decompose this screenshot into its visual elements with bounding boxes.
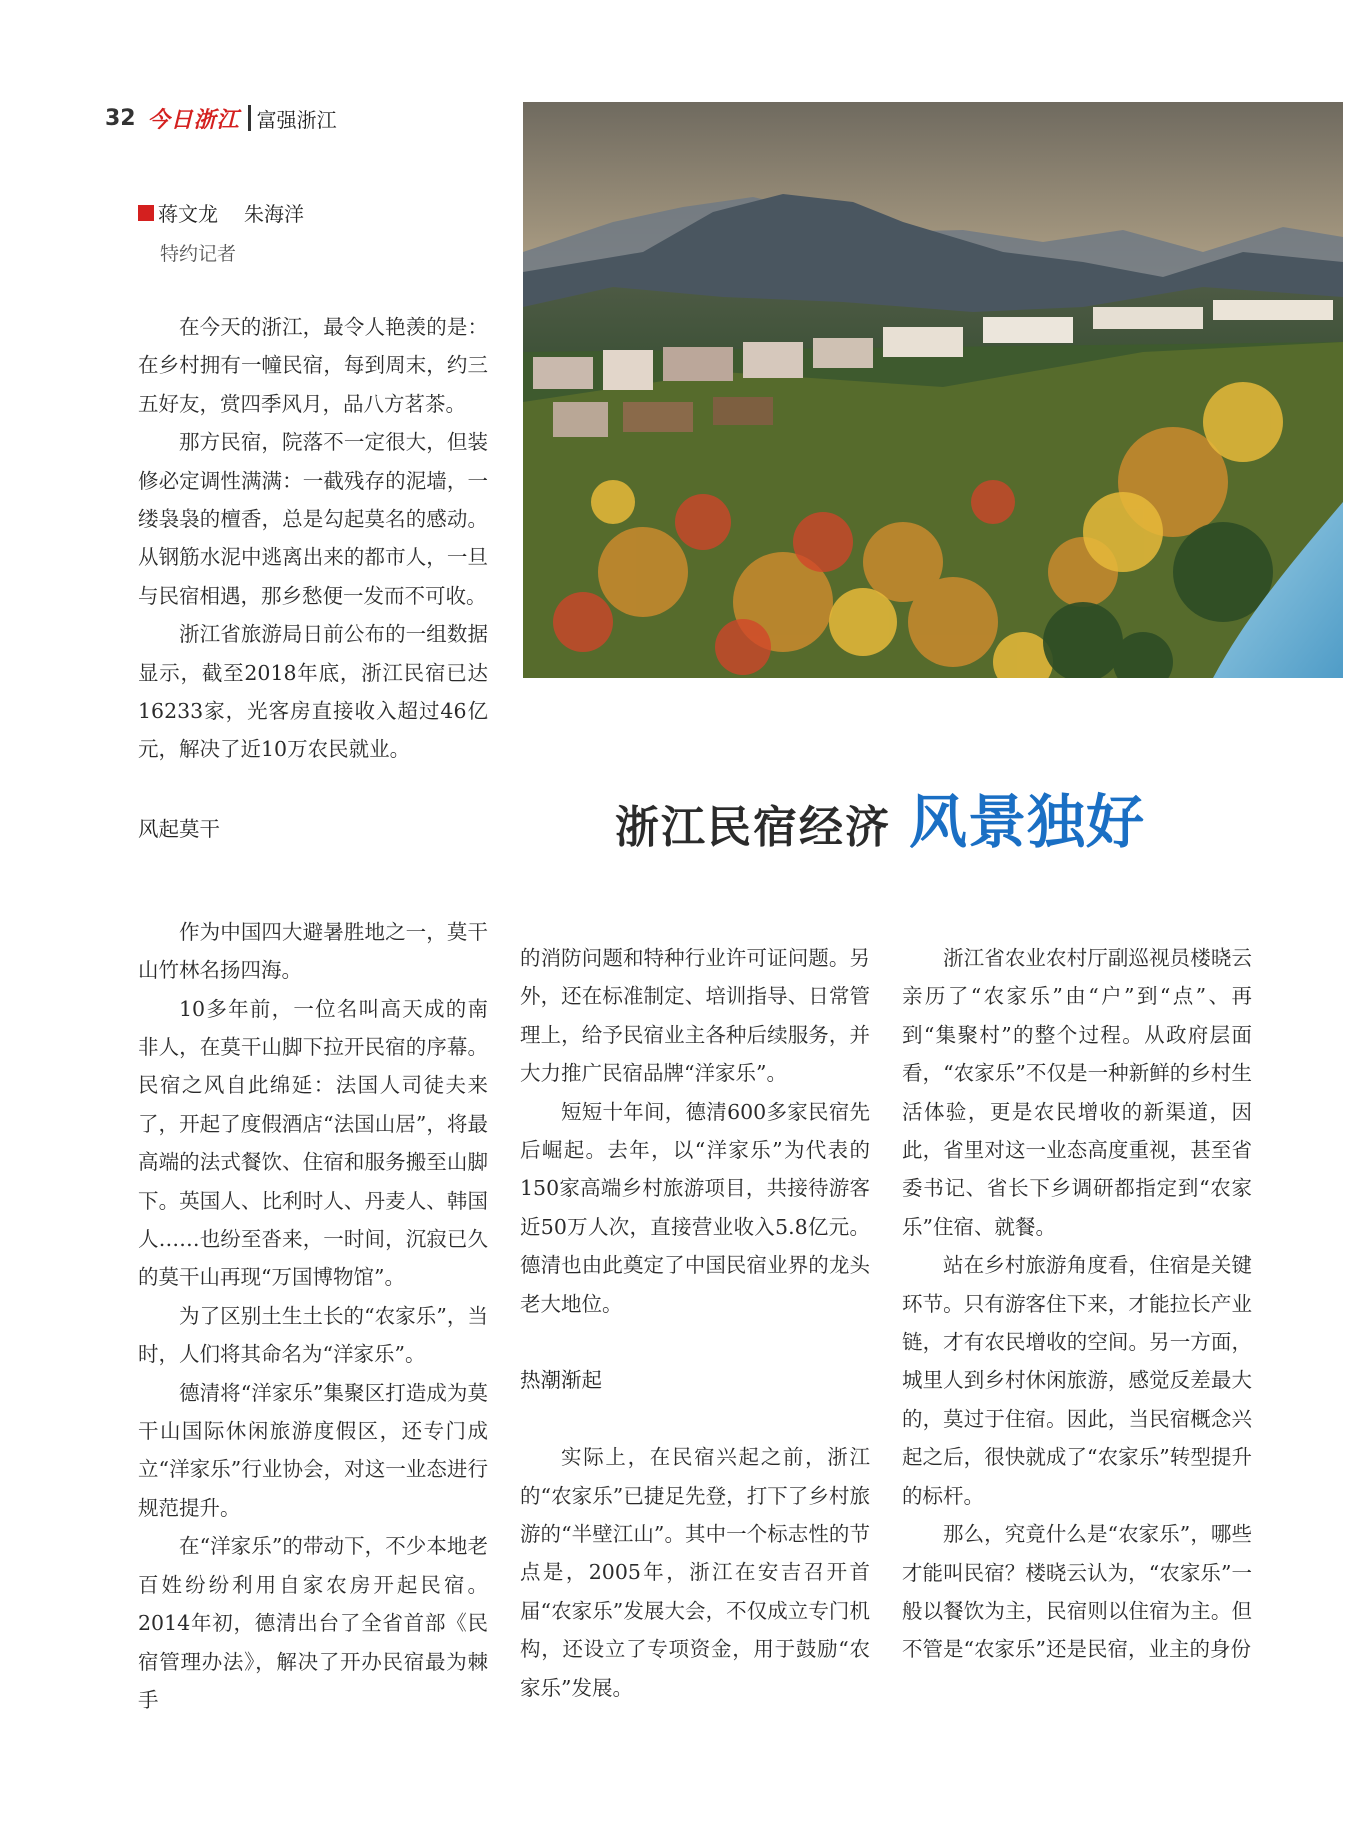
spacer	[520, 1400, 870, 1438]
section-heading: 风起莫干	[138, 817, 220, 841]
column-1-body	[138, 810, 488, 1719]
author-name: 朱海洋	[244, 202, 304, 226]
article-headline	[615, 775, 1145, 855]
red-square-icon	[138, 205, 154, 221]
headline-main: 浙江民宿经济	[615, 802, 891, 853]
paragraph: 短短十年间，德清600多家民宿先后崛起。去年，以“洋家乐”为代表的150家高端乡村旅游项目，共接待游客近50万人次，直接营业收入5.8亿元。德清也由此奠定了中国民宿业界的龙头老大地位。	[520, 1099, 870, 1316]
paragraph: 作为中国四大避暑胜地之一，莫干山竹林名扬四海。	[138, 919, 488, 983]
column-2	[520, 939, 870, 1707]
paragraph: 10多年前，一位名叫高天成的南非人，在莫干山脚下拉开民宿的序幕。民宿之风自此绵延：法国人司徒夫来了，开起了度假酒店“法国山居”，将最高端的法式餐饮、住宿和服务搬至山脚下。英国人、比利时人、丹麦人、韩国人……也纷至沓来，一时间，沉寂已久的莫干山再现“万国博物馆”。	[138, 996, 488, 1290]
paragraph: 在今天的浙江，最令人艳羡的是：在乡村拥有一幢民宿，每到周末，约三五好友，赏四季风月，品八方茗茶。	[138, 315, 488, 416]
paragraph: 实际上，在民宿兴起之前，浙江的“农家乐”已捷足先登，打下了乡村旅游的“半壁江山”。其中一个标志性的节点是，2005年，浙江在安吉召开首届“农家乐”发展大会，不仅成立专门机构，还设立了专项资金，用于鼓励“农家乐”发展。	[520, 1445, 870, 1700]
author-name: 蒋文龙	[158, 202, 218, 226]
spacer	[138, 887, 488, 913]
page-header	[105, 100, 337, 136]
byline	[138, 198, 330, 266]
magazine-logo: 今日浙江	[147, 106, 240, 133]
author-role: 特约记者	[160, 243, 237, 265]
column-1-intro	[138, 308, 488, 769]
author-line	[138, 198, 330, 227]
paragraph: 站在乡村旅游角度看，住宿是关键环节。只有游客住下来，才能拉长产业链，才有农民增收的空间。另一方面，城里人到乡村休闲旅游，感觉反差最大的，莫过于住宿。因此，当民宿概念兴起之后，很快就成了“农家乐”转型提升的标杆。	[902, 1253, 1252, 1508]
page-number: 32	[105, 105, 136, 131]
paragraph: 德清将“洋家乐”集聚区打造成为莫干山国际休闲旅游度假区，还专门成立“洋家乐”行业协会，对这一业态进行规范提升。	[138, 1380, 488, 1520]
section-heading: 热潮渐起	[520, 1368, 602, 1393]
column-3	[902, 939, 1252, 1669]
section-name: 富强浙江	[256, 107, 337, 132]
paragraph: 浙江省农业农村厅副巡视员楼晓云亲历了“农家乐”由“户”到“点”、再到“集聚村”的整个过程。从政府层面看，“农家乐”不仅是一种新鲜的乡村生活体验，更是农民增收的新渠道，因此，省里对这一业态高度重视，甚至省委书记、省长下乡调研都指定到“农家乐”住宿、就餐。	[902, 946, 1252, 1239]
paragraph: 那么，究竟什么是“农家乐”，哪些才能叫民宿？楼晓云认为，“农家乐”一般以餐饮为主，民宿则以住宿为主。但不管是“农家乐”还是民宿，业主的身份	[902, 1522, 1252, 1662]
header-divider	[248, 105, 251, 131]
landscape-illustration	[523, 102, 1343, 678]
spacer	[138, 848, 488, 886]
paragraph: 那方民宿，院落不一定很大，但装修必定调性满满：一截残存的泥墙，一缕袅袅的檀香，总是勾起莫名的感动。从钢筋水泥中逃离出来的都市人，一旦与民宿相遇，那乡愁便一发而不可收。	[138, 430, 488, 608]
paragraph: 的消防问题和特种行业许可证问题。另外，还在标准制定、培训指导、日常管理上，给予民宿业主各种后续服务，并大力推广民宿品牌“洋家乐”。	[520, 946, 870, 1086]
paragraph: 为了区别土生土长的“农家乐”，当时，人们将其命名为“洋家乐”。	[138, 1303, 488, 1367]
paragraph: 浙江省旅游局日前公布的一组数据显示，截至2018年底，浙江民宿已达16233家，光客房直接收入超过46亿元，解决了近10万农民就业。	[138, 622, 488, 762]
spacer	[520, 1323, 870, 1361]
paragraph: 在“洋家乐”的带动下，不少本地老百姓纷纷利用自家农房开起民宿。2014年初，德清出台了全省首部《民宿管理办法》，解决了开办民宿最为棘手	[138, 1534, 488, 1712]
village-landscape-photo	[523, 102, 1343, 678]
headline-accent: 风景独好	[909, 788, 1146, 856]
